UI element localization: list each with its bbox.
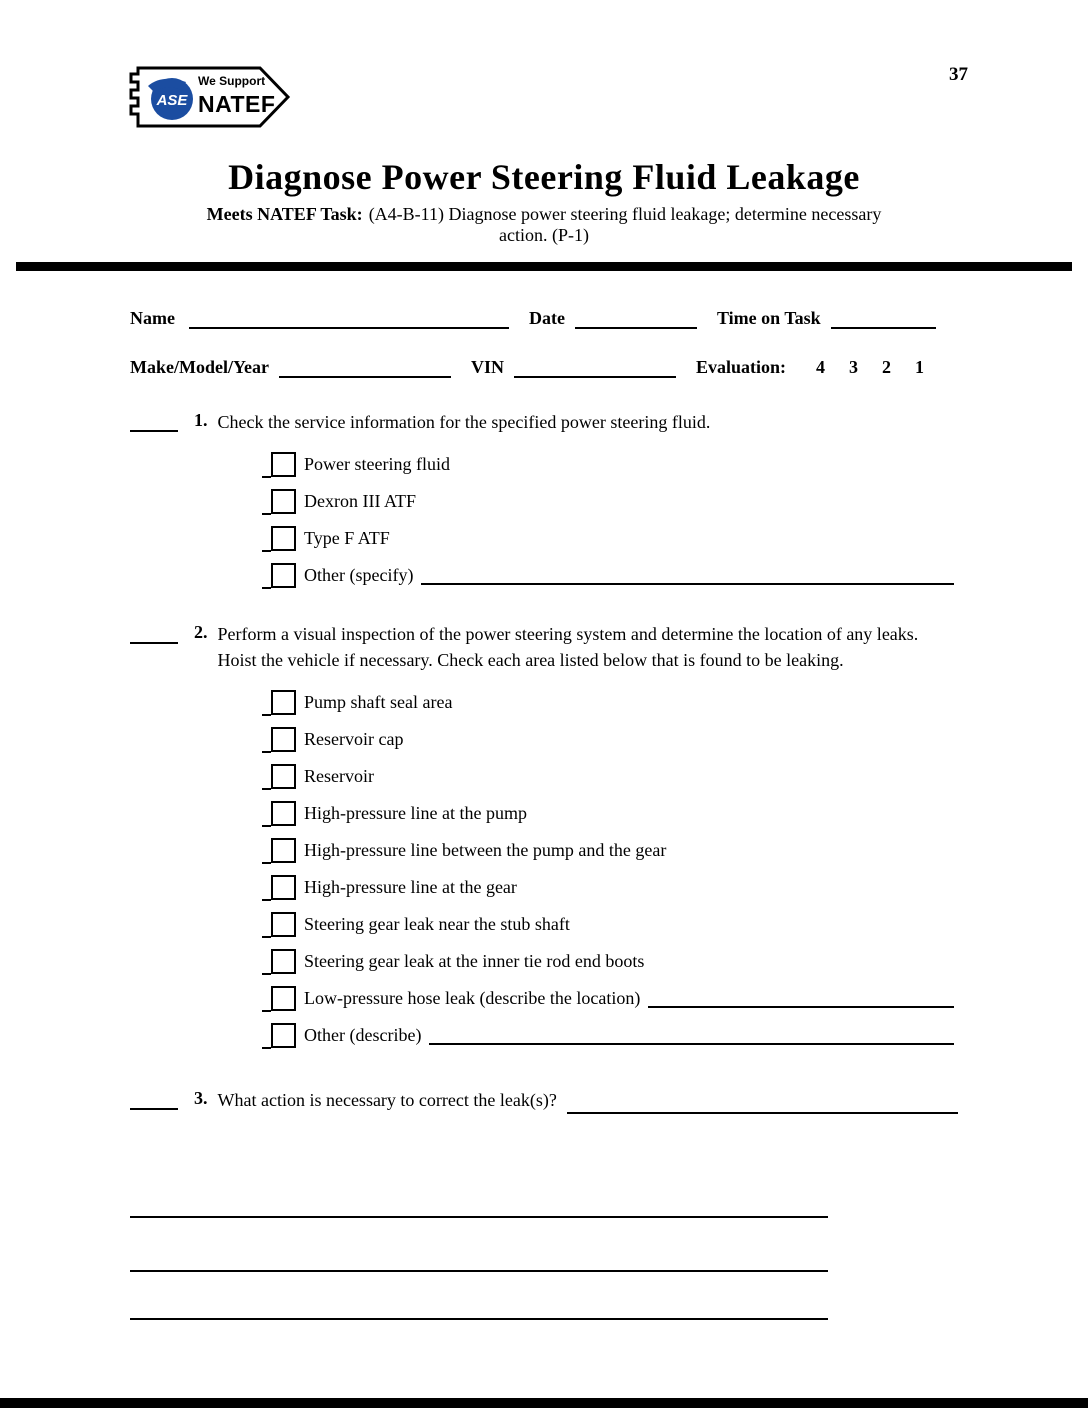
divider-rule	[16, 262, 1072, 271]
task-3-answer-field[interactable]	[567, 1094, 958, 1114]
meets-natef-line2: action. (P-1)	[499, 225, 589, 245]
name-label: Name	[130, 308, 175, 328]
task-2-number: 2.	[194, 621, 208, 642]
tick-mark	[262, 751, 271, 753]
tick-mark	[262, 936, 271, 938]
checkbox-type-f-atf[interactable]	[271, 526, 296, 551]
checkbox-row	[262, 943, 958, 980]
checkbox-dexron-iii-atf[interactable]	[271, 489, 296, 514]
checkbox-reservoir-cap[interactable]	[271, 727, 296, 752]
checkbox-other-describe[interactable]	[271, 1023, 296, 1048]
meets-natef-line	[0, 204, 1088, 225]
checkbox-row	[262, 980, 958, 1017]
task-3-grade-blank[interactable]	[130, 1088, 178, 1110]
checkbox-label: High-pressure line between the pump and the gear	[304, 839, 667, 860]
tick-mark	[262, 1047, 271, 1049]
checkbox-row	[262, 1017, 958, 1054]
natef-logo-graphic	[128, 52, 306, 144]
task-1-options	[262, 446, 958, 594]
checkbox-row	[262, 758, 958, 795]
checkbox-row	[262, 483, 958, 520]
meets-natef-text: (A4-B-11) Diagnose power steering fluid leakage; determine necessary	[368, 204, 882, 224]
task-3-text: What action is necessary to correct the leak(s)?	[217, 1089, 557, 1110]
checkbox-row	[262, 832, 958, 869]
checkbox-label: Steering gear leak at the inner tie rod end boots	[304, 950, 645, 971]
page-header-row	[0, 0, 1088, 144]
tick-mark	[262, 973, 271, 975]
checkbox-label: Dexron III ATF	[304, 490, 416, 511]
time-on-task-field[interactable]	[831, 307, 936, 329]
task-3	[130, 1088, 958, 1114]
answer-line[interactable]	[130, 1216, 828, 1218]
checkbox-row	[262, 721, 958, 758]
checkbox-other-specify[interactable]	[271, 563, 296, 588]
tick-mark	[262, 550, 271, 552]
tick-mark	[262, 587, 271, 589]
checkbox-label: Pump shaft seal area	[304, 691, 453, 712]
time-on-task-label: Time on Task	[716, 308, 821, 328]
tick-mark	[262, 1010, 271, 1012]
checkbox-high-pressure-line-at-pump[interactable]	[271, 801, 296, 826]
task-1	[130, 410, 958, 436]
vin-label: VIN	[470, 357, 504, 377]
other-describe-field[interactable]	[429, 1025, 954, 1045]
task-1-text: Check the service information for the specified power steering fluid.	[217, 412, 711, 432]
evaluation-label: Evaluation:	[695, 357, 787, 377]
checkbox-row	[262, 520, 958, 557]
checkbox-low-pressure-hose-leak[interactable]	[271, 986, 296, 1011]
make-model-year-label: Make/Model/Year	[130, 357, 269, 377]
checkbox-row	[262, 869, 958, 906]
task-2-grade-blank[interactable]	[130, 622, 178, 644]
eval-score-4[interactable]: 4	[816, 357, 826, 377]
tick-mark	[262, 476, 271, 478]
checkbox-row	[262, 557, 958, 594]
natef-logo	[128, 52, 306, 144]
evaluation-scores	[804, 357, 936, 378]
tick-mark	[262, 899, 271, 901]
page-number: 37	[949, 64, 968, 85]
task-1-grade-blank[interactable]	[130, 410, 178, 432]
eval-score-3[interactable]: 3	[849, 357, 859, 377]
checkbox-label: High-pressure line at the gear	[304, 876, 517, 897]
checkbox-high-pressure-line-at-gear[interactable]	[271, 875, 296, 900]
tick-mark	[262, 788, 271, 790]
checkbox-steering-gear-leak-tie-rod-boots[interactable]	[271, 949, 296, 974]
date-field[interactable]	[575, 307, 697, 329]
task-3-number: 3.	[194, 1087, 208, 1108]
checkbox-pump-shaft-seal-area[interactable]	[271, 690, 296, 715]
task-2	[130, 622, 958, 674]
natef-text: NATEF	[198, 91, 276, 117]
checkbox-label: Power steering fluid	[304, 453, 450, 474]
tick-mark	[262, 714, 271, 716]
name-field[interactable]	[189, 307, 509, 329]
vin-field[interactable]	[514, 356, 676, 378]
info-row-2	[130, 356, 958, 378]
checkbox-high-pressure-line-between-pump-and-gear[interactable]	[271, 838, 296, 863]
answer-line[interactable]	[130, 1318, 828, 1320]
eval-score-2[interactable]: 2	[882, 357, 892, 377]
info-row-1	[130, 307, 958, 329]
checkbox-label: Other (specify)	[304, 564, 414, 585]
checkbox-label: Type F ATF	[304, 527, 390, 548]
meets-natef-label: Meets NATEF Task:	[206, 204, 363, 224]
page-title: Diagnose Power Steering Fluid Leakage	[228, 157, 860, 197]
checkbox-label: Reservoir	[304, 765, 374, 786]
checkbox-row	[262, 446, 958, 483]
tick-mark	[262, 513, 271, 515]
page-bottom-bar	[0, 1398, 1088, 1408]
checkbox-steering-gear-leak-stub-shaft[interactable]	[271, 912, 296, 937]
task-2-text: Perform a visual inspection of the power steering system and determine the location of any leaks. Hoist the vehicle if necessary. Check each area listed below that is found to be leaking.	[217, 623, 919, 670]
eval-score-1[interactable]: 1	[915, 357, 925, 377]
other-specify-field[interactable]	[421, 565, 954, 585]
checkbox-label: High-pressure line at the pump	[304, 802, 527, 823]
checkbox-row	[262, 684, 958, 721]
tick-mark	[262, 825, 271, 827]
checkbox-row	[262, 906, 958, 943]
answer-line[interactable]	[130, 1270, 828, 1272]
we-support-text: We Support	[198, 74, 266, 88]
checkbox-power-steering-fluid[interactable]	[271, 452, 296, 477]
low-pressure-location-field[interactable]	[648, 988, 954, 1008]
task-1-number: 1.	[194, 410, 208, 430]
make-model-year-field[interactable]	[279, 356, 451, 378]
checkbox-reservoir[interactable]	[271, 764, 296, 789]
ase-text: ASE	[156, 92, 188, 109]
checkbox-label: Steering gear leak near the stub shaft	[304, 913, 570, 934]
tick-mark	[262, 862, 271, 864]
date-label: Date	[528, 308, 565, 328]
task-2-options	[262, 684, 958, 1054]
checkbox-label: Low-pressure hose leak (describe the location)	[304, 987, 641, 1008]
checkbox-label: Reservoir cap	[304, 728, 404, 749]
checkbox-label: Other (describe)	[304, 1024, 422, 1045]
checkbox-row	[262, 795, 958, 832]
